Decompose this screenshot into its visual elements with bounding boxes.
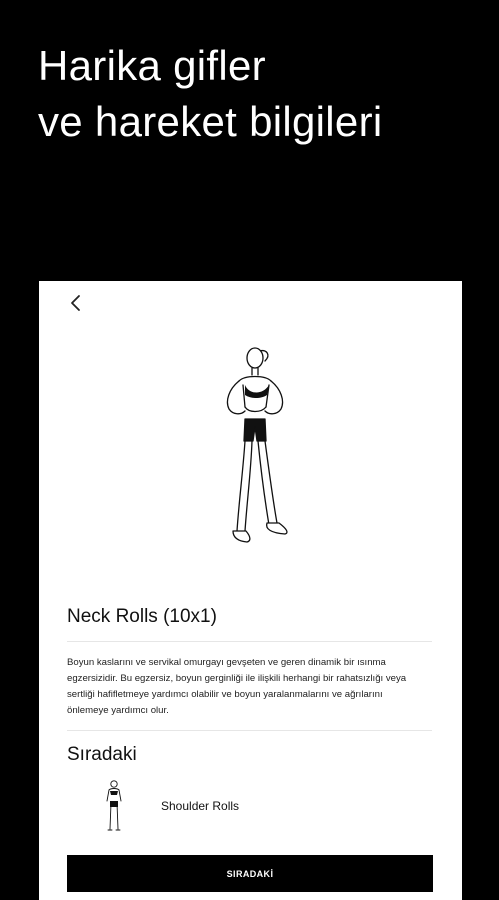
next-heading: Sıradaki (67, 744, 137, 765)
exercise-figure-illustration (199, 341, 309, 561)
next-exercise-thumbnail (101, 779, 127, 835)
next-button[interactable]: SIRADAKİ (67, 855, 433, 892)
title-divider (67, 641, 432, 642)
chevron-left-icon (69, 294, 83, 312)
description-divider (67, 730, 432, 731)
back-button[interactable] (65, 292, 87, 314)
promo-line-1: Harika gifler (38, 42, 266, 89)
next-exercise-name[interactable]: Shoulder Rolls (161, 799, 240, 813)
exercise-description: Boyun kaslarını ve servikal omurgayı gevşeten ve geren dinamik bir ısınma egzersizidir. Bu egzersiz, boyun gerginliği ile ilişkili herhangi bir rahatsızlığı veya sertliği hafifletmeye yardımcı olabilir ve boyun yaralanmalarını ve ağrılarını önlemeye yardımcı olur. (67, 657, 407, 716)
promo-headline (38, 38, 479, 150)
promo-line-2: ve hareket bilgileri (38, 98, 383, 145)
next-exercise-figure (101, 779, 127, 835)
exercise-detail-card (39, 281, 462, 900)
exercise-animation (199, 341, 309, 561)
exercise-title: Neck Rolls (10x1) (67, 606, 217, 627)
